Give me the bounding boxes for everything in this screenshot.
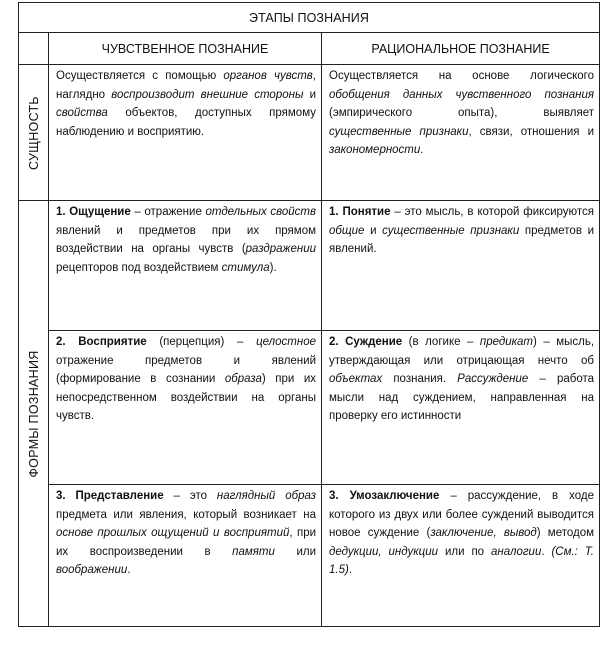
italic-term: стимула	[221, 261, 270, 274]
row-label-cell-essence	[19, 65, 49, 201]
judgment-text	[322, 330, 599, 484]
italic-term: объектах	[329, 373, 383, 385]
essence-rational-cell	[322, 65, 600, 201]
italic-term: аналогии	[491, 545, 542, 558]
essence-sensory-text	[49, 65, 321, 144]
text-run: предмета или явления, который возникает на	[56, 508, 316, 521]
italic-term: раздражении	[245, 243, 316, 255]
row-label-forms: ФОРМЫ ПОЗНАНИЯ	[26, 349, 41, 478]
row-label-essence: СУЩНОСТЬ	[26, 95, 41, 170]
italic-term: памяти	[232, 545, 275, 558]
bold-term: 3. Представление	[56, 490, 164, 502]
text-run: , наглядно	[56, 70, 316, 101]
text-run: , связи, отношения и	[468, 125, 594, 138]
italic-term: заключение, вывод	[430, 527, 537, 539]
essence-rational-text	[322, 65, 599, 163]
text-run: ) – мысль, утверждающая или отрицающая нечто об	[329, 336, 595, 367]
text-run: Осуществляется с помощью	[56, 70, 224, 82]
text-run: .	[127, 564, 131, 576]
italic-term: (См.: Т. 1.5)	[329, 545, 595, 576]
corner-cell	[19, 33, 49, 65]
text-run: объектов, доступных прямому наблюдению и восприятию.	[56, 107, 316, 138]
italic-term: существенные признаки	[329, 125, 469, 138]
italic-term: воображении	[56, 564, 128, 576]
bold-term: 2. Восприятие	[56, 336, 147, 348]
text-run: или по	[438, 545, 491, 558]
text-run: – отражение	[130, 206, 206, 218]
knowledge-stages-table	[18, 2, 600, 627]
text-run: рецепторов под воздействием	[56, 261, 222, 274]
italic-term: образа	[224, 373, 262, 385]
italic-term: познания	[544, 88, 595, 101]
table-title: ЭТАПЫ ПОЗНАНИЯ	[19, 3, 600, 33]
italic-term: общие	[329, 224, 365, 237]
inference-text	[322, 484, 599, 583]
text-run: (в логике –	[402, 336, 480, 348]
text-run: .	[420, 144, 424, 156]
bold-term: 1. Понятие	[329, 206, 391, 218]
text-run: явлений и предметов при их прямом воздействии на органы чувств (	[56, 224, 316, 255]
text-run: и	[364, 224, 383, 237]
column-header-sensory: ЧУВСТВЕННОЕ ПОЗНАНИЕ	[49, 33, 322, 65]
text-run: (эмпирического опыта), выявляет	[329, 107, 595, 119]
representation-text	[49, 484, 321, 583]
text-run: ).	[269, 261, 277, 274]
italic-term: обобщения данных чувственного	[329, 88, 532, 101]
italic-term: воспроизводит внешние стороны	[111, 88, 304, 101]
text-run: .	[348, 564, 353, 576]
text-run: и	[303, 88, 317, 101]
italic-term: дедукции, индукции	[329, 545, 439, 558]
italic-term: Рассуждение	[457, 373, 529, 385]
italic-term: наглядный образ	[216, 490, 316, 502]
text-run: , при их воспроизведении в	[56, 527, 317, 558]
essence-sensory-cell	[49, 65, 322, 201]
forms-rational-cell	[322, 201, 600, 627]
italic-term: целостное	[256, 336, 316, 348]
text-run: .	[541, 545, 552, 558]
bold-term: 2. Суждение	[329, 336, 403, 348]
italic-term: отдельных свойств	[205, 206, 316, 218]
text-run: ) при их непосредственном воздействии на органы чувств.	[56, 373, 316, 422]
text-run: или	[274, 545, 316, 558]
italic-term: предикат	[479, 336, 534, 348]
italic-term: органов чувств	[223, 70, 313, 82]
text-run: предметов и явлений.	[329, 224, 594, 255]
text-run: – это мысль, в которой фиксируются	[390, 206, 595, 218]
italic-term: свойства	[56, 107, 108, 119]
italic-term: закономерности	[329, 144, 421, 156]
bold-term: 1. Ощущение	[56, 206, 131, 218]
row-label-cell-forms	[19, 201, 49, 627]
text-run: (перцепция) –	[146, 336, 257, 348]
text-run: – рассуждение, в ходе которого из двух или более суждений выводится новое суждение (	[329, 490, 595, 539]
text-run: Осуществляется на основе логического	[329, 70, 595, 82]
text-run: ) методом	[536, 527, 595, 539]
italic-term: существенные признаки	[382, 224, 520, 237]
text-run: познания.	[382, 373, 458, 385]
column-header-rational: РАЦИОНАЛЬНОЕ ПОЗНАНИЕ	[322, 33, 600, 65]
text-run: отражение предметов и явлений (формирование в сознании	[56, 354, 316, 385]
concept-text	[322, 201, 599, 330]
text-run	[531, 89, 544, 101]
text-run: – это	[163, 490, 217, 502]
perception-text	[49, 330, 321, 484]
sensation-text	[49, 201, 321, 330]
bold-term: 3. Умозаключение	[329, 490, 440, 502]
forms-sensory-cell	[49, 201, 322, 627]
italic-term: основе прошлых ощущений и восприятий	[56, 527, 290, 539]
text-run: – работа мысли над суждением, направленная на проверку его истинности	[329, 373, 595, 422]
